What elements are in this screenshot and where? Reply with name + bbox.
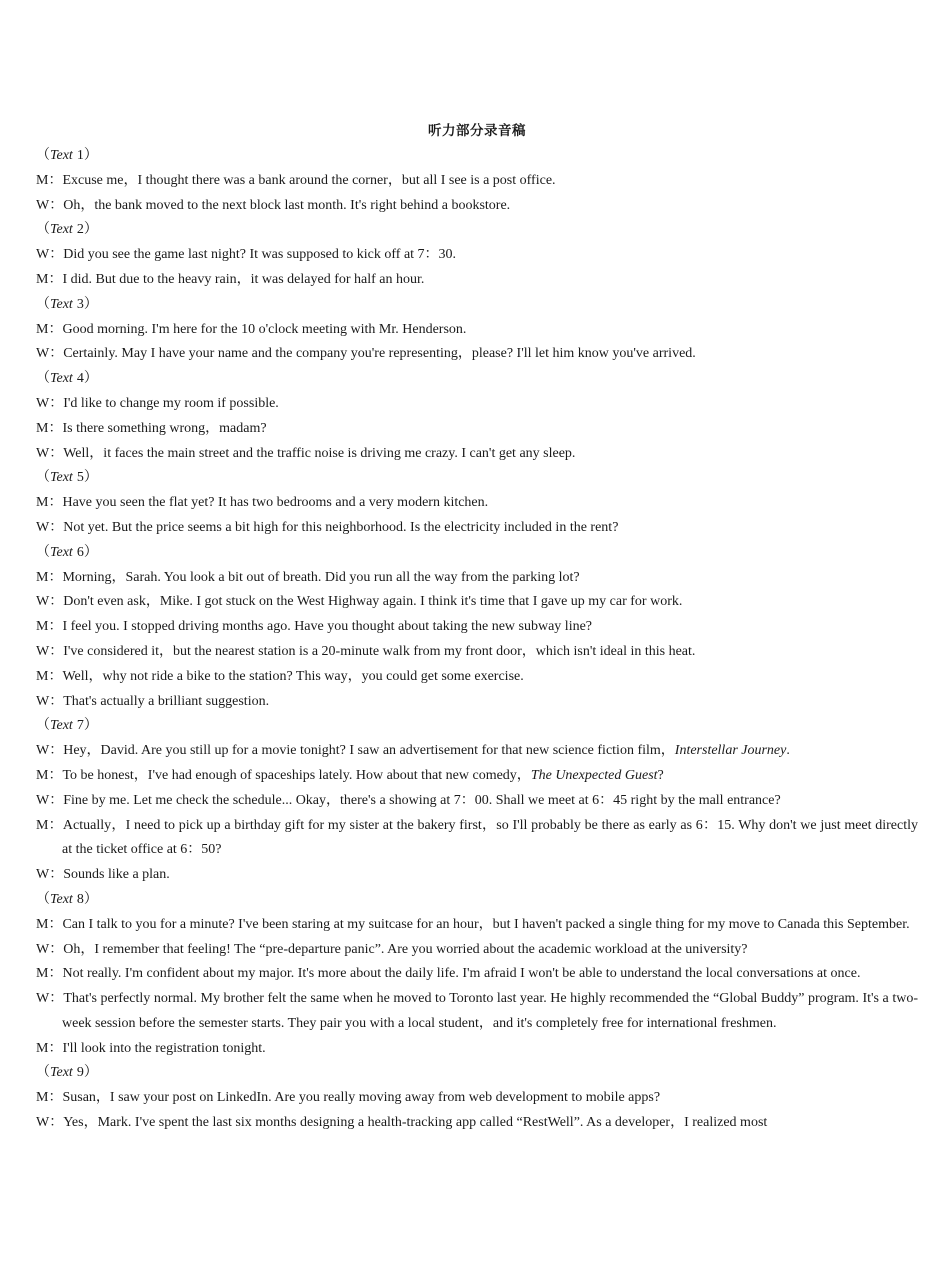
dialogue-line	[36, 987, 918, 1037]
dialogue-text: Have you seen the flat yet? It has two bedrooms and a very modern kitchen.	[62, 495, 489, 511]
speaker-label: W：	[36, 743, 64, 759]
dialogue-line	[36, 268, 918, 293]
text-label-number: 1	[76, 148, 84, 163]
dialogue-text: That's actually a brilliant suggestion.	[63, 693, 270, 709]
text-label-word: Text	[50, 1065, 73, 1081]
text-label-word: Text	[50, 891, 73, 907]
dialogue-text: Good morning. I'm here for the 10 o'clock meeting with Mr. Henderson.	[62, 321, 467, 337]
dialogue-line	[36, 566, 918, 591]
speaker-label: W：	[36, 197, 64, 213]
text-label-word: Text	[50, 222, 73, 238]
text-label-number: 5	[76, 470, 84, 486]
dialogue-line	[36, 938, 918, 963]
dialogue-text: Fine by me. Let me check the schedule... Okay，there's a showing at 7：00. Shall we meet at 6：45 right by the mall entrance?	[63, 792, 781, 808]
speaker-label: W：	[36, 445, 64, 461]
trailing-punctuation: ?	[657, 767, 664, 783]
dialogue-text: Is there something wrong，madam?	[62, 420, 267, 436]
dialogue-text: Excuse me，I thought there was a bank around the corner，but all I see is a post office.	[62, 172, 556, 188]
dialogue-text: I'd like to change my room if possible.	[63, 395, 279, 411]
text-section-label: （Text 7）	[36, 718, 98, 734]
dialogue-line	[36, 913, 918, 938]
text-label-number: 9	[76, 1065, 84, 1081]
speaker-label: W：	[36, 247, 64, 263]
speaker-label: W：	[36, 693, 64, 709]
text-label-word: Text	[50, 148, 73, 163]
dialogue-line	[36, 392, 918, 417]
dialogue-line	[36, 342, 918, 367]
dialogue-text: Sounds like a plan.	[63, 867, 170, 883]
dialogue-text: I'll look into the registration tonight.	[62, 1040, 266, 1056]
dialogue-text: Not yet. But the price seems a bit high for this neighborhood. Is the electricity included in the rent?	[63, 519, 619, 535]
dialogue-line	[36, 417, 918, 442]
speaker-label: M：	[36, 569, 63, 585]
speaker-label: M：	[36, 767, 63, 783]
text-section-label: （Text 8）	[36, 891, 98, 907]
film-title: Interstellar Journey	[674, 743, 787, 759]
dialogue-text: Morning，Sarah. You look a bit out of breath. Did you run all the way from the parking lot?	[62, 569, 580, 585]
page-title: 听力部分录音稿	[428, 123, 526, 139]
dialogue-text: I've considered it，but the nearest station is a 20-minute walk from my front door，which isn't ideal in this heat.	[63, 643, 696, 659]
speaker-label: W：	[36, 941, 64, 957]
dialogue-line	[36, 194, 918, 219]
speaker-label: W：	[36, 792, 64, 808]
speaker-label: M：	[36, 495, 63, 511]
speaker-label: M：	[36, 420, 63, 436]
text-label-word: Text	[50, 371, 73, 387]
dialogue-text: Did you see the game last night? It was supposed to kick off at 7：30.	[63, 247, 457, 263]
speaker-label: M：	[36, 668, 63, 684]
speaker-label: W：	[36, 991, 64, 1007]
speaker-label: M：	[36, 916, 63, 932]
text-label-number: 4	[76, 371, 84, 387]
dialogue-text: I did. But due to the heavy rain，it was delayed for half an hour.	[62, 271, 425, 287]
text-label-number: 8	[76, 891, 84, 907]
speaker-label: M：	[36, 619, 63, 635]
dialogue-text: Susan，I saw your post on LinkedIn. Are you really moving away from web development to mobile apps?	[62, 1090, 661, 1106]
dialogue-line	[36, 243, 918, 268]
speaker-label: W：	[36, 867, 64, 883]
speaker-label: W：	[36, 643, 64, 659]
speaker-label: M：	[36, 966, 63, 982]
text-section-label: （Text 6）	[36, 544, 98, 560]
text-section-label: （Text 5）	[36, 470, 98, 486]
dialogue-text: Certainly. May I have your name and the company you're representing，please? I'll let him know you've arrived.	[63, 346, 696, 362]
text-section-label: （Text 4）	[36, 371, 98, 387]
dialogue-text: Not really. I'm confident about my major. It's more about the daily life. I'm afraid I won't be able to understand the local conversations at once.	[62, 966, 861, 982]
text-label-number: 6	[76, 544, 84, 560]
dialogue-line	[36, 516, 918, 541]
text-label-word: Text	[50, 470, 73, 486]
dialogue-text: Yes，Mark. I've spent the last six months designing a health-tracking app called “RestWell”. As a developer，I realized most	[63, 1115, 768, 1131]
text-section-label: （Text 2）	[36, 222, 98, 238]
dialogue-text: Actually，I need to pick up a birthday gift for my sister at the bakery first，so I'll probably be there as early as 6：15. Why don't we just meet directly at the ticket office at 6：50?	[62, 817, 919, 858]
film-title: The Unexpected Guest	[530, 767, 658, 783]
dialogue-text: Well，why not ride a bike to the station? This way，you could get some exercise.	[62, 668, 524, 684]
dialogue-line	[36, 690, 918, 715]
dialogue-line	[36, 814, 918, 864]
transcript-page	[36, 122, 918, 1136]
speaker-label: M：	[36, 1090, 63, 1106]
dialogue-line	[36, 491, 918, 516]
dialogue-line	[36, 962, 918, 987]
dialogue-line	[36, 863, 918, 888]
speaker-label: W：	[36, 395, 64, 411]
text-label-word: Text	[50, 296, 73, 312]
text-label-number: 2	[76, 222, 84, 238]
dialogue-text: That's perfectly normal. My brother felt the same when he moved to Toronto last year. He highly recommended the “Global Buddy” program. It's a two-week session before the semester starts. They pair you with a local student，and it's completely free for international freshmen.	[62, 991, 918, 1031]
speaker-label: W：	[36, 346, 64, 362]
dialogue-line	[36, 615, 918, 640]
speaker-label: M：	[36, 1040, 63, 1056]
speaker-label: W：	[36, 1115, 64, 1131]
dialogue-text: To be honest，I've had enough of spaceships lately. How about that new comedy，	[62, 767, 531, 783]
speaker-label: W：	[36, 519, 64, 535]
dialogue-line	[36, 640, 918, 665]
speaker-label: W：	[36, 594, 64, 610]
dialogue-line	[36, 590, 918, 615]
dialogue-line	[36, 789, 918, 814]
dialogue-line	[36, 442, 918, 467]
speaker-label: M：	[36, 817, 63, 833]
text-label-number: 7	[76, 718, 84, 734]
text-label-number: 3	[76, 296, 84, 312]
dialogue-line	[36, 1111, 918, 1136]
text-label-word: Text	[50, 718, 73, 734]
dialogue-text: Oh，the bank moved to the next block last month. It's right behind a bookstore.	[63, 197, 511, 213]
dialogue-line	[36, 169, 918, 194]
dialogue-text: Can I talk to you for a minute? I've been staring at my suitcase for an hour，but I haven't packed a single thing for my move to Canada this September.	[62, 916, 910, 932]
transcript-sections	[36, 144, 918, 1136]
dialogue-text: Hey，David. Are you still up for a movie tonight? I saw an advertisement for that new science fiction film，	[63, 743, 675, 759]
text-section-label: （Text 9）	[36, 1065, 98, 1081]
dialogue-line	[36, 764, 918, 789]
dialogue-line	[36, 1037, 918, 1062]
text-section-label: （Text 3）	[36, 296, 98, 312]
trailing-punctuation: .	[786, 743, 790, 759]
dialogue-text: Don't even ask，Mike. I got stuck on the West Highway again. I think it's time that I gave up my car for work.	[63, 594, 683, 610]
dialogue-text: Well，it faces the main street and the traffic noise is driving me crazy. I can't get any sleep.	[63, 445, 576, 461]
dialogue-text: I feel you. I stopped driving months ago. Have you thought about taking the new subway line?	[62, 619, 593, 635]
text-section-label: （Text 1）	[36, 148, 98, 163]
speaker-label: M：	[36, 321, 63, 337]
speaker-label: M：	[36, 172, 63, 188]
dialogue-text: Oh，I remember that feeling! The “pre-departure panic”. Are you worried about the academic workload at the university?	[63, 941, 748, 957]
dialogue-line	[36, 665, 918, 690]
text-label-word: Text	[50, 544, 73, 560]
dialogue-line	[36, 739, 918, 764]
dialogue-line	[36, 318, 918, 343]
dialogue-line	[36, 1086, 918, 1111]
speaker-label: M：	[36, 271, 63, 287]
